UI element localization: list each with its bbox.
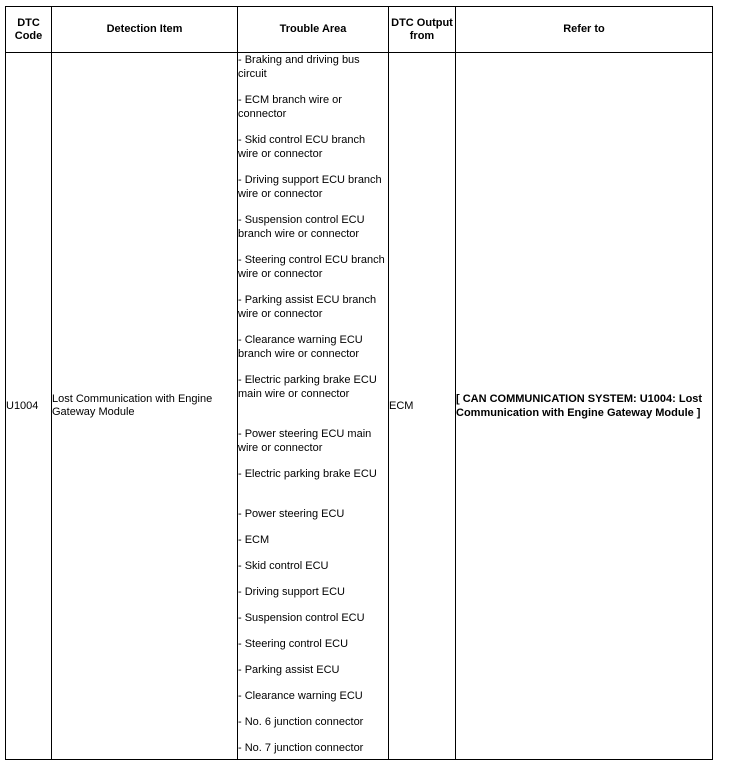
refer-to-link[interactable]: [ CAN COMMUNICATION SYSTEM: U1004: Lost Communication with Engine Gateway Module ] [456,53,713,760]
trouble-area-item: - Driving support ECU branch wire or connector [238,174,382,200]
trouble-area-item: - Steering control ECU branch wire or connector [238,254,385,280]
dtc-table [5,6,713,760]
trouble-area-item: - Suspension control ECU [238,612,365,624]
trouble-area-cell [238,53,389,760]
trouble-area-item: - Driving support ECU [238,586,345,598]
header-dtc-output: DTC Output from [389,7,456,53]
trouble-area-item: - Clearance warning ECU [238,690,363,702]
trouble-area-item: - Skid control ECU branch wire or connector [238,134,366,160]
trouble-area-item: - ECM [238,534,270,546]
header-dtc-code: DTC Code [6,7,52,53]
dtc-code-cell: U1004 [6,53,52,760]
trouble-area-item: - Clearance warning ECU branch wire or connector [238,334,363,360]
detection-item-cell: Lost Communication with Engine Gateway Module [52,53,238,760]
header-detection-item: Detection Item [52,7,238,53]
table-row [6,53,713,760]
dtc-output-cell: ECM [389,53,456,760]
trouble-area-item: - No. 7 junction connector [238,742,364,754]
trouble-area-item: - Braking and driving bus circuit [238,54,360,80]
trouble-area-item: - Steering control ECU [238,638,349,650]
header-trouble-area: Trouble Area [238,7,389,53]
trouble-area-item: - Parking assist ECU branch wire or connector [238,294,377,320]
trouble-area-item: - Skid control ECU [238,560,329,572]
trouble-area-item: - Power steering ECU [238,508,345,520]
trouble-area-item: - Electric parking brake ECU [238,468,377,480]
trouble-area-item: - Suspension control ECU branch wire or connector [238,214,365,240]
trouble-area-item: - Electric parking brake ECU main wire or connector [238,374,377,400]
trouble-area-item: - Power steering ECU main wire or connector [238,428,372,454]
table-header-row [6,7,713,53]
trouble-area-item: - Parking assist ECU [238,664,340,676]
trouble-area-item: - ECM branch wire or connector [238,94,342,120]
trouble-area-item: - No. 6 junction connector [238,716,364,728]
header-refer-to: Refer to [456,7,713,53]
